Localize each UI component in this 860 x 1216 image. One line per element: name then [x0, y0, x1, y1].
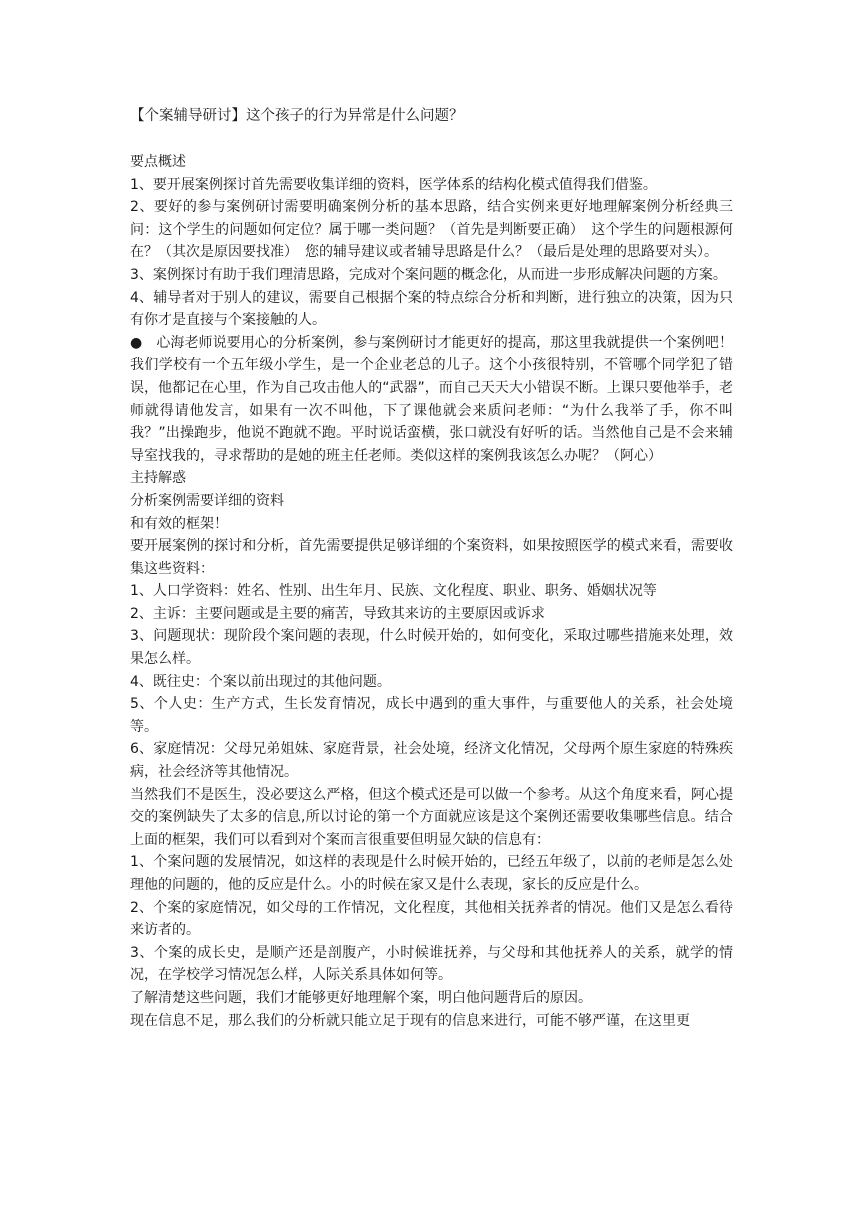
paragraph: 3、个案的成长史，是顺产还是剖腹产，小时候谁抚养，与父母和其他抚养人的关系，就学的情况，在学校学习情况怎么样，人际关系具体如何等。 — [130, 944, 733, 984]
paragraph: 当然我们不是医生，没必要这么严格，但这个模式还是可以做一个参考。从这个角度来看，阿心提交的案例缺失了太多的信息,所以讨论的第一个方面就应该是这个案例还需要收集哪些信息。结合上面的框架，我们可以看到对个案而言很重要但明显欠缺的信息有： — [130, 786, 733, 848]
paragraph: 6、家庭情况：父母兄弟姐妹、家庭背景，社会处境，经济文化情况，父母两个原生家庭的特殊疾病，社会经济等其他情况。 — [130, 741, 733, 781]
paragraph: 2、个案的家庭情况，如父母的工作情况，文化程度，其他相关抚养者的情况。他们又是怎么看待来访者的。 — [130, 899, 733, 939]
paragraph: 现在信息不足，那么我们的分析就只能立足于现有的信息来进行，可能不够严谨，在这里更 — [130, 1012, 690, 1029]
paragraph: 1、人口学资料：姓名、性别、出生年月、民族、文化程度、职业、职务、婚姻状况等 — [130, 583, 657, 600]
paragraph: 3、案例探讨有助于我们理清思路，完成对个案问题的概念化，从而进一步形成解决问题的方案。 — [130, 266, 727, 283]
paragraph: 要点概述 — [130, 154, 186, 170]
paragraph: 和有效的框架！ — [130, 515, 228, 532]
paragraph: 1、个案问题的发展情况，如这样的表现是什么时候开始的，已经五年级了，以前的老师是怎么处理他的问题的，他的反应是什么。小的时候在家又是什么表现，家长的反应是什么。 — [130, 854, 733, 893]
paragraph: ● 心海老师说要用心的分析案例，参与案例研讨才能更好的提高，那这里我就提供一个案例吧！我们学校有一个五年级小学生，是一个企业老总的儿子。这个小孩很特别，不管哪个同学犯了错误，他都记在心里，作为自己攻击他人的“武器”，而自己天天大小错误不断。上课只要他举手，老师就得请他发言，如果有一次不叫他，下了课他就会来质问老师：“为什么我举了手，你不叫我？”出操跑步，他说不跑就不跑。平时说话蛮横，张口就没有好听的话。当然他自己是不会来辅导室找我的，寻求帮助的是她的班主任老师。类似这样的案例我该怎么办呢？（阿心） — [130, 334, 733, 464]
paragraph: 2、主诉：主要问题或是主要的痛苦，导致其来访的主要原因或诉求 — [130, 605, 545, 622]
paragraph: 主持解惑 — [130, 470, 186, 487]
paragraph: 2、要好的参与案例研讨需要明确案例分析的基本思路，结合实例来更好地理解案例分析经典三问：这个学生的问题如何定位？属于哪一类问题？（首先是判断要正确） 这个学生的问题根源何在？（其次是原因要找准） 您的辅导建议或者辅导思路是什么？（最后是处理的思路要对头）。 — [130, 199, 733, 261]
paragraph: 4、既往史：个案以前出现过的其他问题。 — [130, 673, 391, 690]
paragraph: 5、个人史：生产方式，生长发育情况，成长中遇到的重大事件，与重要他人的关系，社会处境等。 — [130, 696, 733, 735]
paragraph: 要开展案例的探讨和分析，首先需要提供足够详细的个案资料，如果按照医学的模式来看，需要收集这些资料： — [130, 538, 733, 577]
article-title: 【个案辅导研讨】这个孩子的行为异常是什么问题？ — [130, 108, 464, 124]
paragraph: 3、问题现状：现阶段个案问题的表现，什么时候开始的，如何变化，采取过哪些措施来处理，效果怎么样。 — [130, 628, 733, 668]
paragraph: 4、辅导者对于别人的建议，需要自己根据个案的特点综合分析和判断，进行独立的决策，因为只有你才是直接与个案接触的人。 — [130, 289, 733, 329]
paragraph: 了解清楚这些问题，我们才能够更好地理解个案，明白他问题背后的原因。 — [130, 989, 592, 1006]
article-body — [130, 151, 733, 1032]
paragraph: 1、要开展案例探讨首先需要收集详细的资料，医学体系的结构化模式值得我们借鉴。 — [130, 176, 657, 193]
paragraph: 分析案例需要详细的资料 — [130, 492, 284, 509]
